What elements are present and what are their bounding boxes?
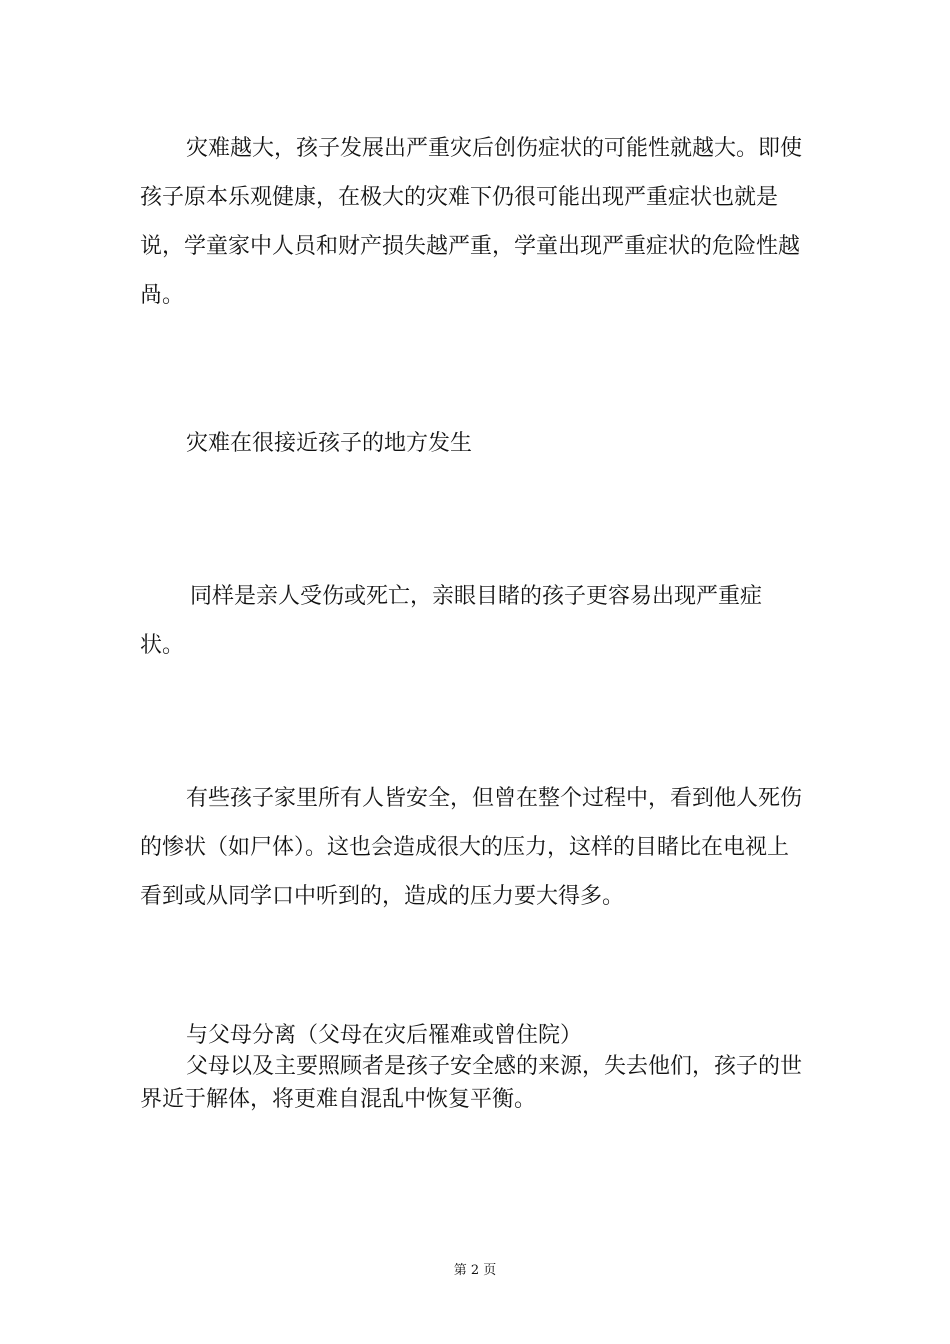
section-heading-separation: 与父母分离（父母在灾后罹难或曾住院）: [186, 1023, 583, 1048]
paragraph-4: 父母以及主要照顾者是孩子安全感的来源，失去他们，孩子的世界近于解体，将更难自混乱中恢复平衡。: [140, 1054, 803, 1112]
paragraph-1: 灾难越大，孩子发展出严重灾后创伤症状的可能性就越大。即使孩子原本乐观健康，在极大的灾难下仍很可能出现严重症状也就是说，学童家中人员和财产损失越严重，学童出现严重症状的危险性越咼。: [140, 136, 803, 308]
section-heading-proximity: 灾难在很接近孩子的地方发生: [186, 431, 473, 456]
page-number: 第 2 页: [453, 1263, 497, 1278]
paragraph-3: 有些孩子家里所有人皆安全，但曾在整个过程中，看到他人死伤的惨状（如尸体）。这也会造成很大的压力，这样的目睹比在电视上看到或从同学口中听到的，造成的压力要大得多。: [140, 786, 803, 909]
paragraph-2: 同样是亲人受伤或死亡，亲眼目睹的孩子更容易出现严重症状。: [140, 584, 763, 658]
